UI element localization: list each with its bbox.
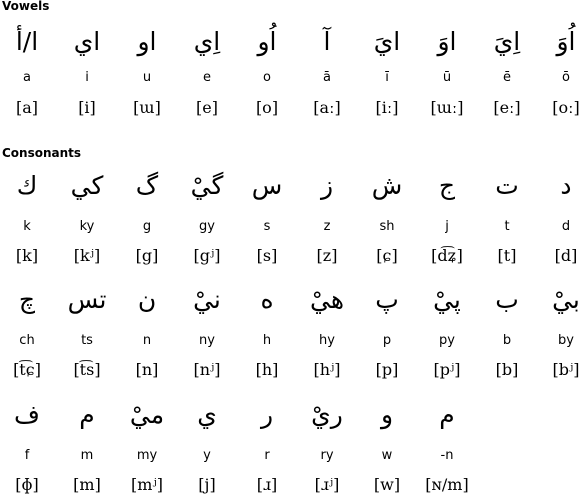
vowels-latin-6: ā <box>323 70 331 85</box>
consonant_rows-2-latin-6: ry <box>320 448 334 463</box>
consonant_rows-1-latin-3: n <box>142 333 152 348</box>
vowels-arabic-8: اوَ <box>437 27 457 56</box>
vowels-latin-3: u <box>142 70 152 85</box>
consonant_rows-1-latin-7: p <box>382 333 392 348</box>
consonant_rows-0-ipa-3: [g] <box>135 246 159 265</box>
consonant_rows-1-latin-5: h <box>262 333 272 348</box>
vowels-ipa-6: [aː] <box>313 98 341 117</box>
vowels-arabic-7: ايَ <box>373 27 401 56</box>
consonant_rows-0-arabic-3: گ <box>135 171 159 200</box>
consonant_rows-0-latin-5: s <box>263 219 271 234</box>
consonant_rows-2-latin-8: -n <box>440 448 454 463</box>
consonant_rows-1-arabic-9: ب <box>495 285 519 314</box>
consonant_rows-1-ipa-2: [t͡s] <box>73 360 101 379</box>
consonant_rows-1-arabic-4: نيْ <box>193 285 221 314</box>
consonant_rows-1-arabic-7: پ <box>375 285 399 314</box>
consonant_rows-2-arabic-8: م <box>439 400 455 429</box>
consonant_rows-2-ipa-1: [ɸ] <box>15 475 39 494</box>
consonant_rows-0-latin-4: gy <box>199 219 215 234</box>
vowels-latin-anchor <box>0 70 580 85</box>
consonant_rows-1-latin-8: py <box>439 333 455 348</box>
consonant_rows-2-ipa-6: [ɹʲ] <box>314 475 340 494</box>
consonants-heading: Consonants <box>2 146 82 160</box>
consonant_rows-0-arabic-9: ت <box>495 171 519 200</box>
consonant_rows-0-ipa-9: [t] <box>497 246 517 265</box>
vowels-ipa-8: [ɯː] <box>430 98 464 117</box>
vowels-latin-5: o <box>263 70 271 85</box>
consonant_rows-1-arabic-6: هيْ <box>309 285 345 314</box>
vowels-arabic-4: اِي <box>193 27 221 56</box>
consonant_rows-0-arabic-2: كي <box>70 171 104 200</box>
consonant_rows-2-ipa-8: [ɴ/m] <box>425 475 469 494</box>
consonant_rows-2-latin-2: m <box>80 448 94 463</box>
vowels-arabic-1: ا/أ <box>15 27 39 56</box>
consonant_rows-0-arabic-4: گيْ <box>190 171 224 200</box>
vowels-ipa-5: [o] <box>255 98 279 117</box>
vowels-latin-2: i <box>85 70 89 85</box>
consonant_rows-0-latin-10: d <box>561 219 571 234</box>
vowels-ipa-7: [iː] <box>375 98 399 117</box>
consonant_rows-1-arabic-2: تس <box>67 285 107 314</box>
consonant_rows-1-ipa-4: [nʲ] <box>193 360 221 379</box>
consonant_rows-1-arabic-8: پيْ <box>433 285 461 314</box>
consonant_rows-1-latin-1: ch <box>19 333 35 348</box>
consonant_rows-0-ipa-5: [s] <box>256 246 278 265</box>
consonant_rows-1-arabic-3: ن <box>137 285 157 314</box>
consonant_rows-2-ipa-3: [mʲ] <box>131 475 163 494</box>
consonant_rows-0-latin-2: ky <box>79 219 95 234</box>
consonant_rows-0-ipa-10: [d] <box>554 246 578 265</box>
consonant_rows-1-latin-4: ny <box>199 333 215 348</box>
vowels-ipa-2: [i] <box>78 98 96 117</box>
consonant_rows-0-ipa-4: [gʲ] <box>193 246 221 265</box>
consonant_rows-0-ipa-7: [ɕ] <box>376 246 398 265</box>
consonant_rows-1-ipa-10: [bʲ] <box>552 360 580 379</box>
consonant_rows-2-arabic-6: ريْ <box>311 400 343 429</box>
consonant_rows-0-ipa-8: [d͡ʑ] <box>431 246 463 265</box>
consonant_rows-2-arabic-2: م <box>79 400 95 429</box>
consonant_rows-1-ipa-9: [b] <box>495 360 519 379</box>
vowels-latin-1: a <box>23 70 31 85</box>
vowels-latin-7: ī <box>385 70 389 85</box>
consonant_rows-1-latin-10: by <box>558 333 574 348</box>
consonant_rows-0-latin-7: sh <box>379 219 395 234</box>
vowels-arabic-10: اُوَ <box>556 27 576 56</box>
vowels-latin-9: ē <box>503 70 511 85</box>
consonant_rows-2-latin-1: f <box>24 448 30 463</box>
consonant_rows-2-latin-5: r <box>264 448 270 463</box>
vowels-latin-4: e <box>203 70 211 85</box>
consonant_rows-0-latin-1: k <box>23 219 31 234</box>
consonant_rows-0-latin-6: z <box>323 219 331 234</box>
consonant_rows-1-ipa-8: [pʲ] <box>433 360 461 379</box>
consonant_rows-2-arabic-1: ف <box>14 400 40 429</box>
vowels-latin-8: ū <box>442 70 452 85</box>
consonant_rows-2-arabic-5: ر <box>260 400 274 429</box>
consonant_rows-2-ipa-7: [w] <box>373 475 401 494</box>
consonant_rows-0-latin-3: g <box>142 219 152 234</box>
consonant_rows-2-arabic-4: ي <box>197 400 217 429</box>
consonant_rows-2-latin-4: y <box>203 448 211 463</box>
vowels-ipa-10: [oː] <box>552 98 580 117</box>
consonant_rows-1-arabic-10: بيْ <box>552 285 580 314</box>
vowels-ipa-3: [ɯ] <box>133 98 161 117</box>
vowels-ipa-4: [e] <box>196 98 218 117</box>
consonant_rows-0-arabic-10: د <box>560 171 572 200</box>
consonant_rows-0-arabic-5: س <box>251 171 283 200</box>
consonant_rows-0-ipa-1: [k] <box>15 246 39 265</box>
consonant_rows-1-arabic-1: چ <box>18 285 36 314</box>
consonant_rows-2-ipa-5: [ɹ] <box>256 475 278 494</box>
consonant_rows-1-ipa-5: [h] <box>255 360 279 379</box>
consonant_rows-1-ipa-7: [p] <box>375 360 399 379</box>
consonant_rows-2-ipa-2: [m] <box>73 475 101 494</box>
consonant_rows-2-latin-3: my <box>136 448 158 463</box>
vowels-ipa-1: [a] <box>15 98 39 117</box>
vowels-arabic-2: اي <box>73 27 101 56</box>
consonant_rows-0-arabic-6: ز <box>320 171 334 200</box>
consonant_rows-1-ipa-3: [n] <box>135 360 159 379</box>
consonant_rows-0-arabic-7: ش <box>371 171 403 200</box>
consonant_rows-0-ipa-2: [kʲ] <box>73 246 101 265</box>
consonant_rows-1-ipa-1: [t͡ɕ] <box>13 360 41 379</box>
vowels-latin-10: ō <box>562 70 570 85</box>
consonant_rows-0-ipa-6: [z] <box>316 246 338 265</box>
consonant_rows-2-latin-7: w <box>381 448 393 463</box>
consonant_rows-2-arabic-7: و <box>380 400 394 429</box>
consonant_rows-0-latin-9: t <box>504 219 510 234</box>
vowels-arabic-9: اِيَ <box>493 27 521 56</box>
vowels-arabic-6: آ <box>323 27 331 56</box>
consonant_rows-2-arabic-3: ميْ <box>129 400 165 429</box>
consonant_rows-0-arabic-1: ك <box>16 171 38 200</box>
consonant_rows-1-arabic-5: ه <box>260 285 274 314</box>
consonant_rows-0-latin-8: j <box>445 219 449 234</box>
vowels-arabic-5: اُو <box>257 27 277 56</box>
vowels-heading: Vowels <box>2 0 50 13</box>
consonant_rows-1-latin-2: ts <box>81 333 93 348</box>
consonant_rows-1-ipa-6: [hʲ] <box>313 360 341 379</box>
consonant_rows-1-latin-9: b <box>502 333 512 348</box>
vowels-ipa-9: [eː] <box>493 98 521 117</box>
consonant_rows-1-latin-6: hy <box>319 333 335 348</box>
consonant_rows-2-ipa-4: [j] <box>198 475 216 494</box>
consonant_rows-0-arabic-8: ج <box>438 171 456 200</box>
vowels-arabic-3: او <box>137 27 157 56</box>
